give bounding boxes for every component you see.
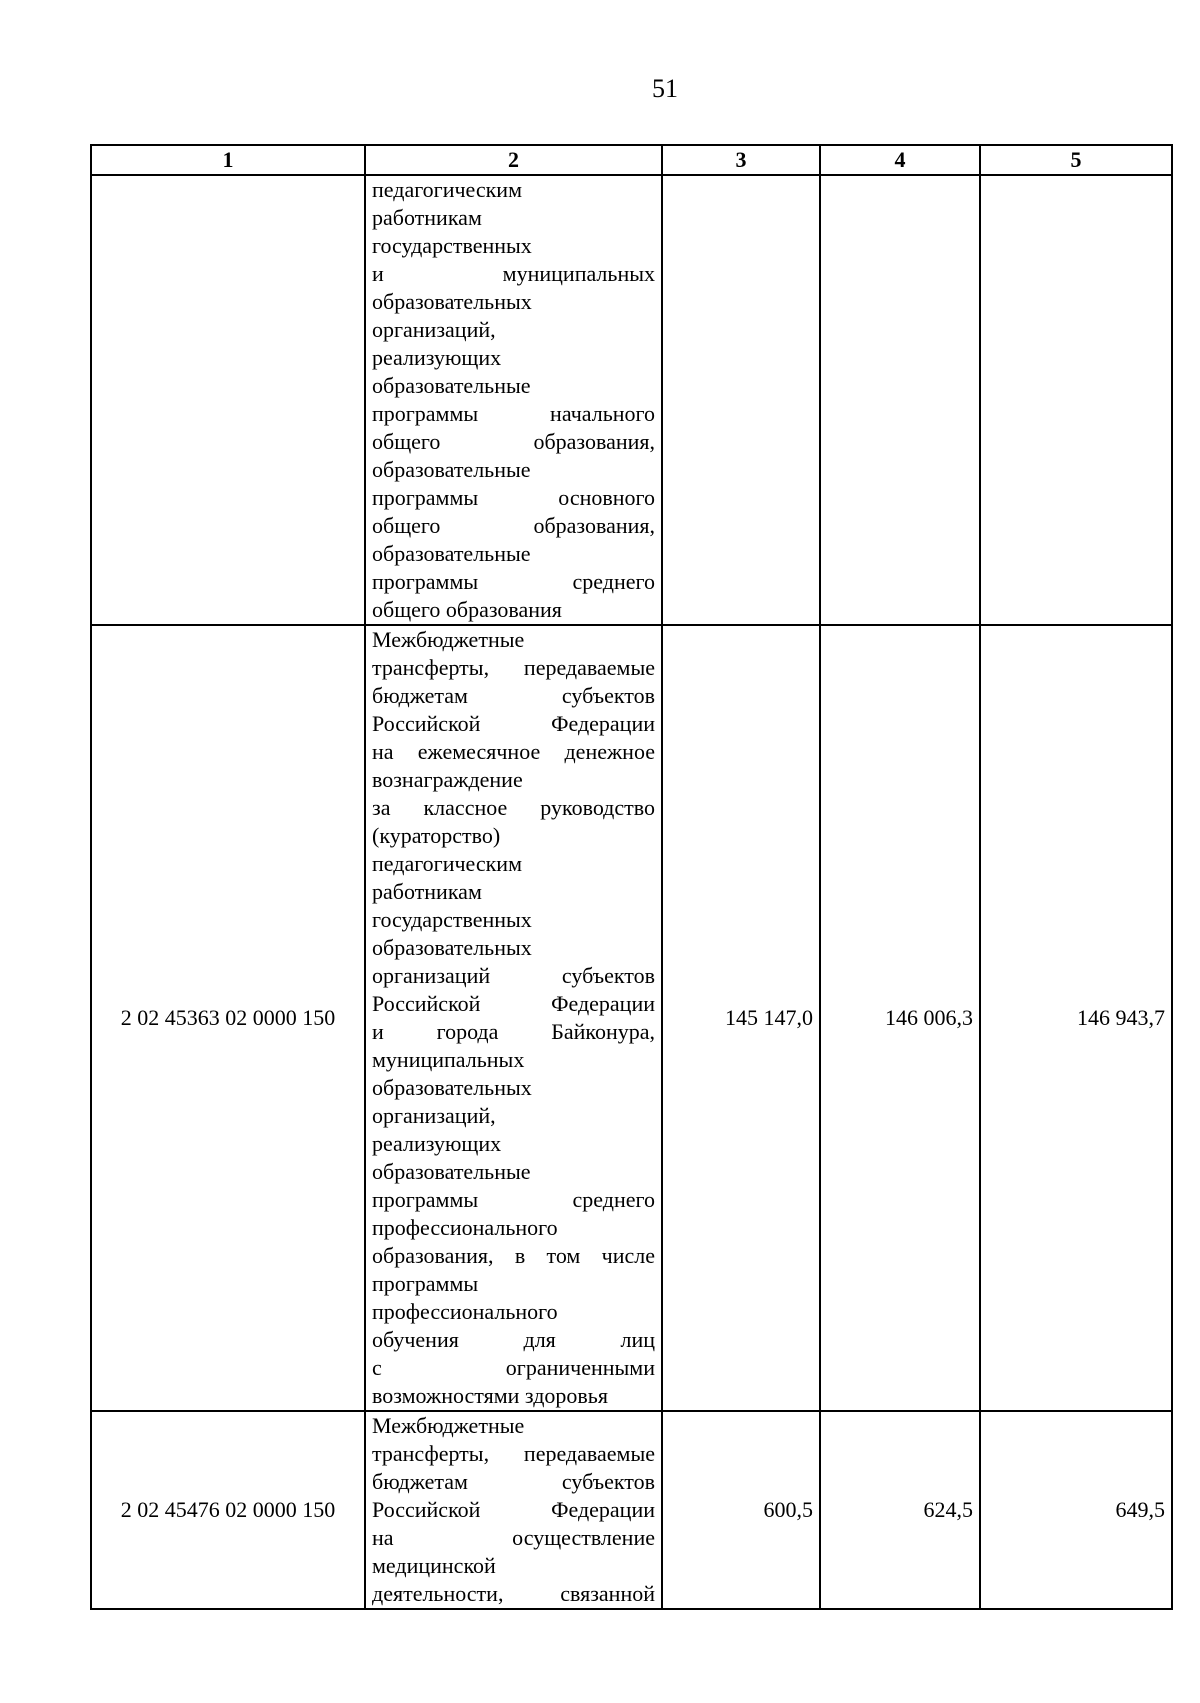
description-line: образовательных [372, 289, 532, 314]
amount-col4-cell: 146 006,3 [820, 625, 980, 1411]
description-line: (кураторство) [372, 823, 501, 848]
description-line: Межбюджетные [372, 627, 525, 652]
amount-col4-cell: 624,5 [820, 1411, 980, 1609]
description-line: на ежемесячное денежное [372, 739, 655, 764]
description-line: реализующих [372, 345, 502, 370]
description-line: программы среднего [372, 569, 655, 594]
amount-col4-cell [820, 175, 980, 625]
description-line: организаций субъектов [372, 963, 655, 988]
budget-code-cell: 2 02 45476 02 0000 150 [91, 1411, 365, 1609]
description-line: бюджетам субъектов [372, 1469, 655, 1494]
description-line: образовательные [372, 457, 531, 482]
column-header: 1 [91, 145, 365, 175]
description-line: работникам [372, 205, 482, 230]
description-line: работникам [372, 879, 482, 904]
description-line: муниципальных [372, 1047, 525, 1072]
column-header: 3 [662, 145, 820, 175]
description-line: общего образования, [372, 429, 655, 454]
amount-col3-cell: 600,5 [662, 1411, 820, 1609]
description-line: образовательные [372, 541, 531, 566]
description-line: трансферты, передаваемые [372, 1441, 655, 1466]
description-line: на осуществление [372, 1525, 655, 1550]
description-line: обучения для лиц [372, 1327, 655, 1352]
amount-col5-cell [980, 175, 1172, 625]
column-header: 2 [365, 145, 662, 175]
header-row [91, 145, 1172, 175]
description-line: педагогическим [372, 851, 523, 876]
description-line: общего образования, [372, 513, 655, 538]
description-line: медицинской [372, 1553, 496, 1578]
description-line: государственных [372, 907, 532, 932]
description-line: образовательные [372, 1159, 531, 1184]
description-line: профессионального [372, 1215, 558, 1240]
description-line: Российской Федерации [372, 711, 655, 736]
description-line: программы основного [372, 485, 655, 510]
amount-col3-cell: 145 147,0 [662, 625, 820, 1411]
amount-col3-cell [662, 175, 820, 625]
column-header: 5 [980, 145, 1172, 175]
description-cell [365, 175, 662, 625]
description-line: Межбюджетные [372, 1413, 525, 1438]
description-line: бюджетам субъектов [372, 683, 655, 708]
description-line: с ограниченными [372, 1355, 655, 1380]
page-number: 51 [652, 74, 678, 103]
description-line: за классное руководство [372, 795, 655, 820]
description-line: программы [372, 1271, 479, 1296]
description-line: Российской Федерации [372, 1497, 655, 1522]
description-line: вознаграждение [372, 767, 523, 792]
description-line: организаций, [372, 1103, 496, 1128]
description-line: возможностями здоровья [372, 1383, 608, 1408]
description-line: и муниципальных [372, 261, 655, 286]
description-cell [365, 1411, 662, 1609]
table-row [91, 1411, 1172, 1609]
amount-col5-cell: 649,5 [980, 1411, 1172, 1609]
column-header: 4 [820, 145, 980, 175]
budget-table [90, 144, 1173, 1610]
description-line: государственных [372, 233, 532, 258]
description-line: деятельности, связанной [372, 1581, 655, 1606]
amount-col5-cell: 146 943,7 [980, 625, 1172, 1411]
description-line: трансферты, передаваемые [372, 655, 655, 680]
table-row [91, 625, 1172, 1411]
table-body [91, 175, 1172, 1609]
description-line: организаций, [372, 317, 496, 342]
description-line: реализующих [372, 1131, 502, 1156]
budget-code-cell [91, 175, 365, 625]
description-line: педагогическим [372, 177, 523, 202]
budget-code-cell: 2 02 45363 02 0000 150 [91, 625, 365, 1411]
description-line: Российской Федерации [372, 991, 655, 1016]
table-row [91, 175, 1172, 625]
description-line: образовательные [372, 373, 531, 398]
description-cell [365, 625, 662, 1411]
description-line: образования, в том числе [372, 1243, 655, 1268]
description-line: и города Байконура, [372, 1019, 655, 1044]
description-line: общего образования [372, 597, 562, 622]
description-line: образовательных [372, 935, 532, 960]
description-line: программы среднего [372, 1187, 655, 1212]
description-line: программы начального [372, 401, 655, 426]
description-line: образовательных [372, 1075, 532, 1100]
description-line: профессионального [372, 1299, 558, 1324]
